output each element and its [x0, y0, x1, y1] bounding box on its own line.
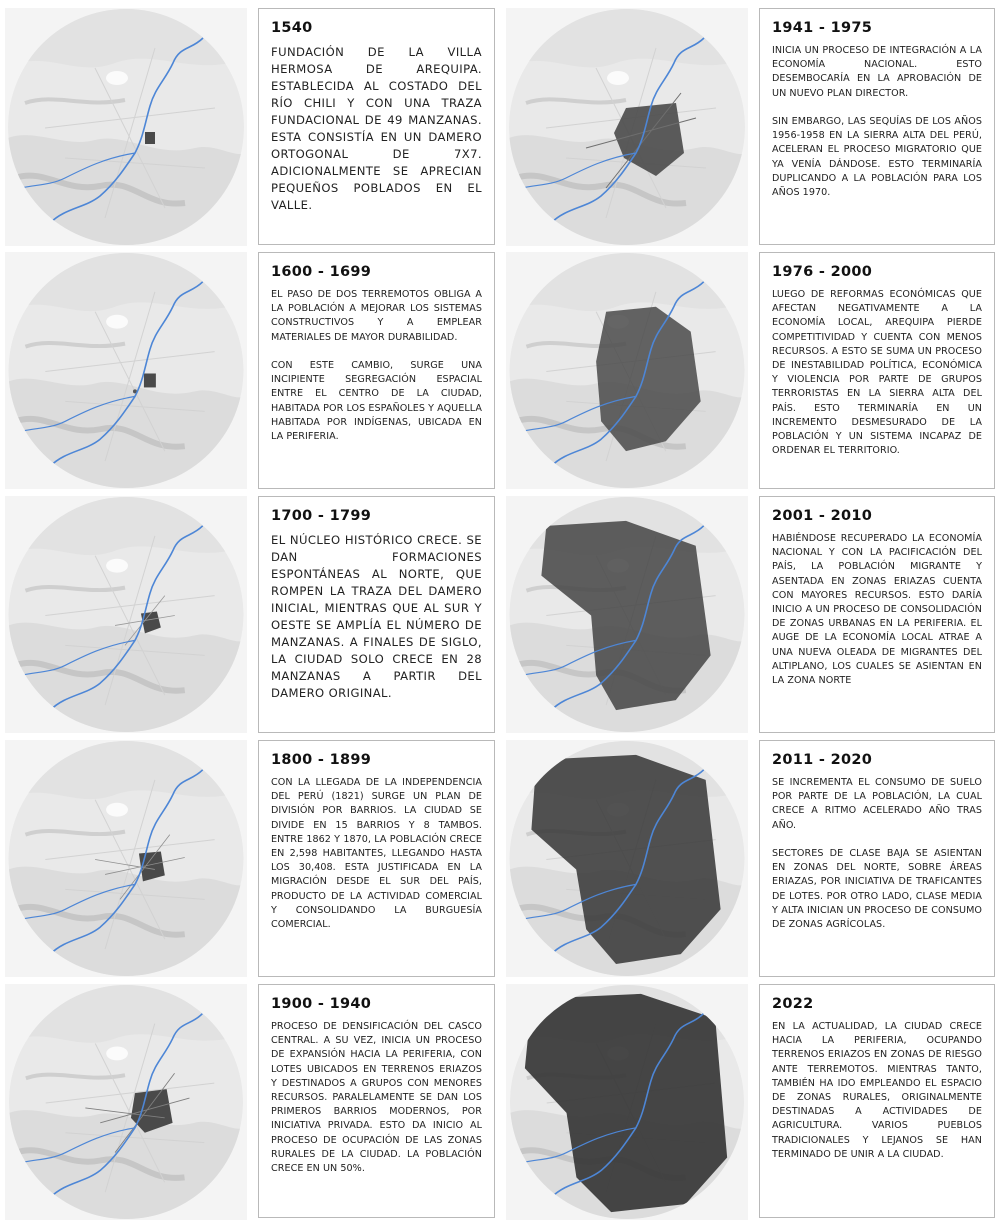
period-label: 1700 - 1799 [271, 508, 372, 524]
period-label: 2011 - 2020 [772, 752, 873, 768]
map-1600-1699 [5, 252, 247, 489]
period-description: EL NÚCLEO HISTÓRICO CRECE. SE DAN FORMACIONES ESPONTÁNEAS AL NORTE, QUE ROMPEN LA TRAZA DEL DAMERO INICIAL, MIENTRAS QUE AL SUR Y OESTE SE AMPLÍA EL NÚMERO DE MANZANAS. A FINALES DE SIGLO, LA CIUDAD SOLO CRECE EN 28 MANZANAS A PARTIR DEL DAMERO ORIGINAL. [271, 533, 482, 700]
period-label: 1540 [271, 20, 313, 36]
description-box [759, 252, 995, 489]
period-description: PROCESO DE DENSIFICACIÓN DEL CASCO CENTRAL. A SU VEZ, INICIA UN PROCESO DE EXPANSIÓN HACIA LA PERIFERIA, CON LOTES UBICADOS EN TERRENOS ERIAZOS Y DESTINADOS A GRUPOS CON MENORES RECURSOS. PARALELAMENTE SE DAN LOS PRIMEROS BARRIOS MODERNOS, POR INICIATIVA PRIVADA. ESTO DA INICIO AL PROCESO DE OCUPACIÓN DE LAS ZONAS RURALES DE LA CIUDAD. LA POBLACIÓN CRECE EN UN 50%. [271, 1021, 482, 1175]
period-label: 1976 - 2000 [772, 264, 873, 280]
description-box [759, 984, 995, 1218]
description-box [258, 8, 495, 245]
period-description: HABIÉNDOSE RECUPERADO LA ECONOMÍA NACIONAL Y CON LA PACIFICACIÓN DEL PAÍS, LA POBLACIÓN MIGRANTE Y ASENTADA EN ZONAS ERIAZAS CUENTA CON MAYORES RECURSOS. ESTO DARÍA INICIO A UN PROCESO DE CONSOLIDACIÓN DE ZONAS URBANAS EN LA PERIFERIA. EL AUGE DE LA ECONOMÍA LOCAL ATRAE A UNA NUEVA OLEADA DE MIGRANTES DEL ALTIPLANO, LOS CUALES SE ASIENTAN EN LA ZONA NORTE [772, 533, 982, 687]
map-1800-1899 [5, 740, 247, 977]
period-description: EN LA ACTUALIDAD, LA CIUDAD CRECE HACIA LA PERIFERIA, OCUPANDO TERRENOS ERIAZOS EN ZONAS DE RIESGO ANTE TERREMOTOS. MIENTRAS TANTO, TAMBIÉN HA IDO EMPLEANDO EL ESPACIO DE ZONAS RURALES, ORIGINALMENTE DESTINADAS A ACTIVIDADES DE AGRICULTURA. VARIOS PUEBLOS TRADICIONALES Y LEJANOS SE HAN TERMINADO DE UNIR A LA CIUDAD. [772, 1021, 982, 1160]
period-description: CON LA LLEGADA DE LA INDEPENDENCIA DEL PERÚ (1821) SURGE UN PLAN DE DIVISIÓN POR BARRIOS. LA CIUDAD SE DIVIDE EN 15 BARRIOS Y 8 TAMBOS. ENTRE 1862 Y 1870, LA POBLACIÓN CRECE EN 2,598 HABITANTES, LLEGANDO HASTA LOS 30,408. ESTA JUSTIFICADA EN LA MIGRACIÓN DESDE EL SUR DEL PAÍS, PRODUCTO DE LA ACTIVIDAD COMERCIAL Y CONSOLIDANDO LA BURGUESÍA COMERCIAL. [271, 777, 482, 931]
period-description: EL PASO DE DOS TERREMOTOS OBLIGA A LA POBLACIÓN A MEJORAR LOS SISTEMAS CONSTRUCTIVOS Y A EMPLEAR MATERIALES DE MAYOR DURABILIDAD. CON ESTE CAMBIO, SURGE UNA INCIPIENTE SEGREGACIÓN ESPACIAL ENTRE EL CENTRO DE LA CIUDAD, HABITADA POR LOS ESPAÑOLES Y AQUELLA HABITADA POR INDÍGENAS, UBICADA EN LA PERIFERIA. [271, 289, 482, 443]
map-1700-1799 [5, 496, 247, 733]
description-box [759, 8, 995, 245]
map-1900-1940 [5, 984, 247, 1220]
city-map [5, 252, 247, 489]
city-map [506, 984, 748, 1220]
period-label: 1900 - 1940 [271, 996, 372, 1012]
city-map [506, 252, 748, 489]
map-2011-2020 [506, 740, 748, 977]
period-description: LUEGO DE REFORMAS ECONÓMICAS QUE AFECTAN NEGATIVAMENTE A LA ECONOMÍA LOCAL, AREQUIPA PIERDE COMPETITIVIDAD Y CUENTA CON MENOS RECURSOS. A ESTO SE SUMA UN PROCESO DE INESTABILIDAD POLÍTICA, ECONÓMICA Y VIOLENCIA POR PARTE DE GRUPOS TERRORISTAS EN LA SIERRA ALTA DEL PAÍS. ESTO TERMINARÍA EN UN INCREMENTO DESMESURADO DE LA POBLACIÓN Y UN SISTEMA INCAPAZ DE ORDENAR EL TERRITORIO. [772, 289, 982, 457]
description-box [258, 984, 495, 1218]
city-map [5, 8, 247, 246]
description-box [759, 740, 995, 977]
city-map [506, 496, 748, 733]
city-map [506, 8, 748, 246]
period-description: INICIA UN PROCESO DE INTEGRACIÓN A LA ECONOMÍA NACIONAL. ESTO DESEMBOCARÍA EN LA APROBACIÓN DE UN NUEVO PLAN DIRECTOR. SIN EMBARGO, LAS SEQUÍAS DE LOS AÑOS 1956-1958 EN LA SIERRA ALTA DEL PERÚ, ACELERAN EL PROCESO MIGRATORIO QUE YA VENÍA DÁNDOSE. ESTO TERMINARÍA DUPLICANDO A LA POBLACIÓN PARA LOS AÑOS 1970. [772, 45, 982, 199]
period-description: SE INCREMENTA EL CONSUMO DE SUELO POR PARTE DE LA POBLACIÓN, LA CUAL CRECE A RITMO ACELERADO AÑO TRAS AÑO. SECTORES DE CLASE BAJA SE ASIENTAN EN ZONAS DEL NORTE, SOBRE ÁREAS ERIAZAS, POR INICIATIVA DE TRAFICANTES DE LOTES. POR OTRO LADO, CLASE MEDIA Y ALTA INICIAN UN PROCESO DE CONSUMO DE ZONAS AGRÍCOLAS. [772, 777, 982, 931]
description-box [759, 496, 995, 733]
map-2022 [506, 984, 748, 1220]
period-label: 2001 - 2010 [772, 508, 873, 524]
city-map [506, 740, 748, 977]
description-box [258, 496, 495, 733]
city-map [5, 740, 247, 977]
description-box [258, 252, 495, 489]
city-map [5, 496, 247, 733]
description-box [258, 740, 495, 977]
period-description: FUNDACIÓN DE LA VILLA HERMOSA DE AREQUIPA. ESTABLECIDA AL COSTADO DEL RÍO CHILI Y CON UNA TRAZA FUNDACIONAL DE 49 MANZANAS. ESTA CONSISTÍA EN UN DAMERO ORTOGONAL DE 7X7. ADICIONALMENTE SE APRECIAN PEQUEÑOS POBLADOS EN EL VALLE. [271, 45, 482, 212]
map-2001-2010 [506, 496, 748, 733]
map-1976-2000 [506, 252, 748, 489]
period-label: 1600 - 1699 [271, 264, 372, 280]
period-label: 1800 - 1899 [271, 752, 372, 768]
city-map [5, 984, 247, 1220]
map-1540 [5, 8, 247, 246]
map-1941-1975 [506, 8, 748, 246]
period-label: 2022 [772, 996, 814, 1012]
period-label: 1941 - 1975 [772, 20, 873, 36]
